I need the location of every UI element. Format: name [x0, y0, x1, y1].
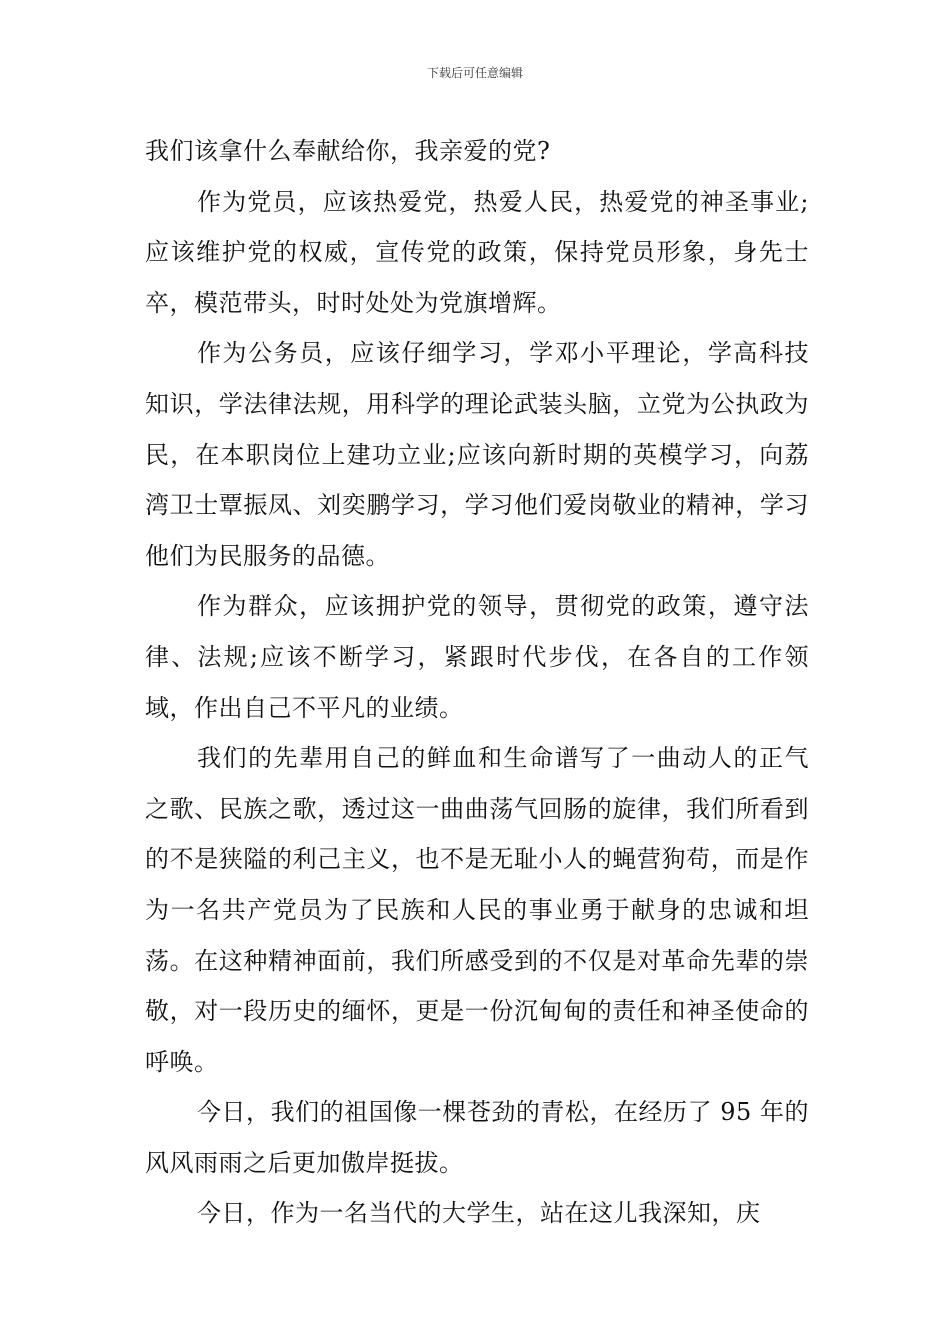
paragraph-party-member: 作为党员，应该热爱党，热爱人民，热爱党的神圣事业;应该维护党的权威，宣传党的政策，保持党员形象，身先士卒，模范带头，时时处处为党旗增辉。 — [145, 187, 809, 317]
paragraph-predecessors: 我们的先辈用自己的鲜血和生命谱写了一曲动人的正气之歌、民族之歌，透过这一曲曲荡气回肠的旋律，我们所看到的不是狭隘的利己主义，也不是无耻小人的蝇营狗苟，而是作为一名共产党员为了民族和人民的事业勇于献身的忠诚和坦荡。在这种精神面前，我们所感受到的不仅是对革命先辈的崇敬，对一段历史的缅怀，更是一份沉甸甸的责任和神圣使命的呼唤。 — [145, 744, 809, 1076]
paragraph-masses: 作为群众，应该拥护党的领导，贯彻党的政策，遵守法律、法规;应该不断学习，紧跟时代步伐，在各自的工作领域，作出自己不平凡的业绩。 — [145, 592, 809, 722]
paragraph-opening-question: 我们该拿什么奉献给你，我亲爱的党? — [145, 137, 551, 165]
paragraph-motherland: 今日，我们的祖国像一棵苍劲的青松，在经历了 95 年的风风雨雨之后更加傲岸挺拔。 — [145, 1098, 809, 1177]
page-header-note: 下载后可任意编辑 — [426, 66, 523, 80]
paragraph-student: 今日，作为一名当代的大学生，站在这儿我深知，庆 — [197, 1199, 761, 1228]
document-body — [145, 126, 809, 1239]
paragraph-civil-servant: 作为公务员，应该仔细学习，学邓小平理论，学高科技知识，学法律法规，用科学的理论武装头脑，立党为公执政为民，在本职岗位上建功立业;应该向新时期的英模学习，向荔湾卫士覃振凤、刘奕鹏学习，学习他们爱岗敬业的精神，学习他们为民服务的品德。 — [145, 339, 809, 570]
